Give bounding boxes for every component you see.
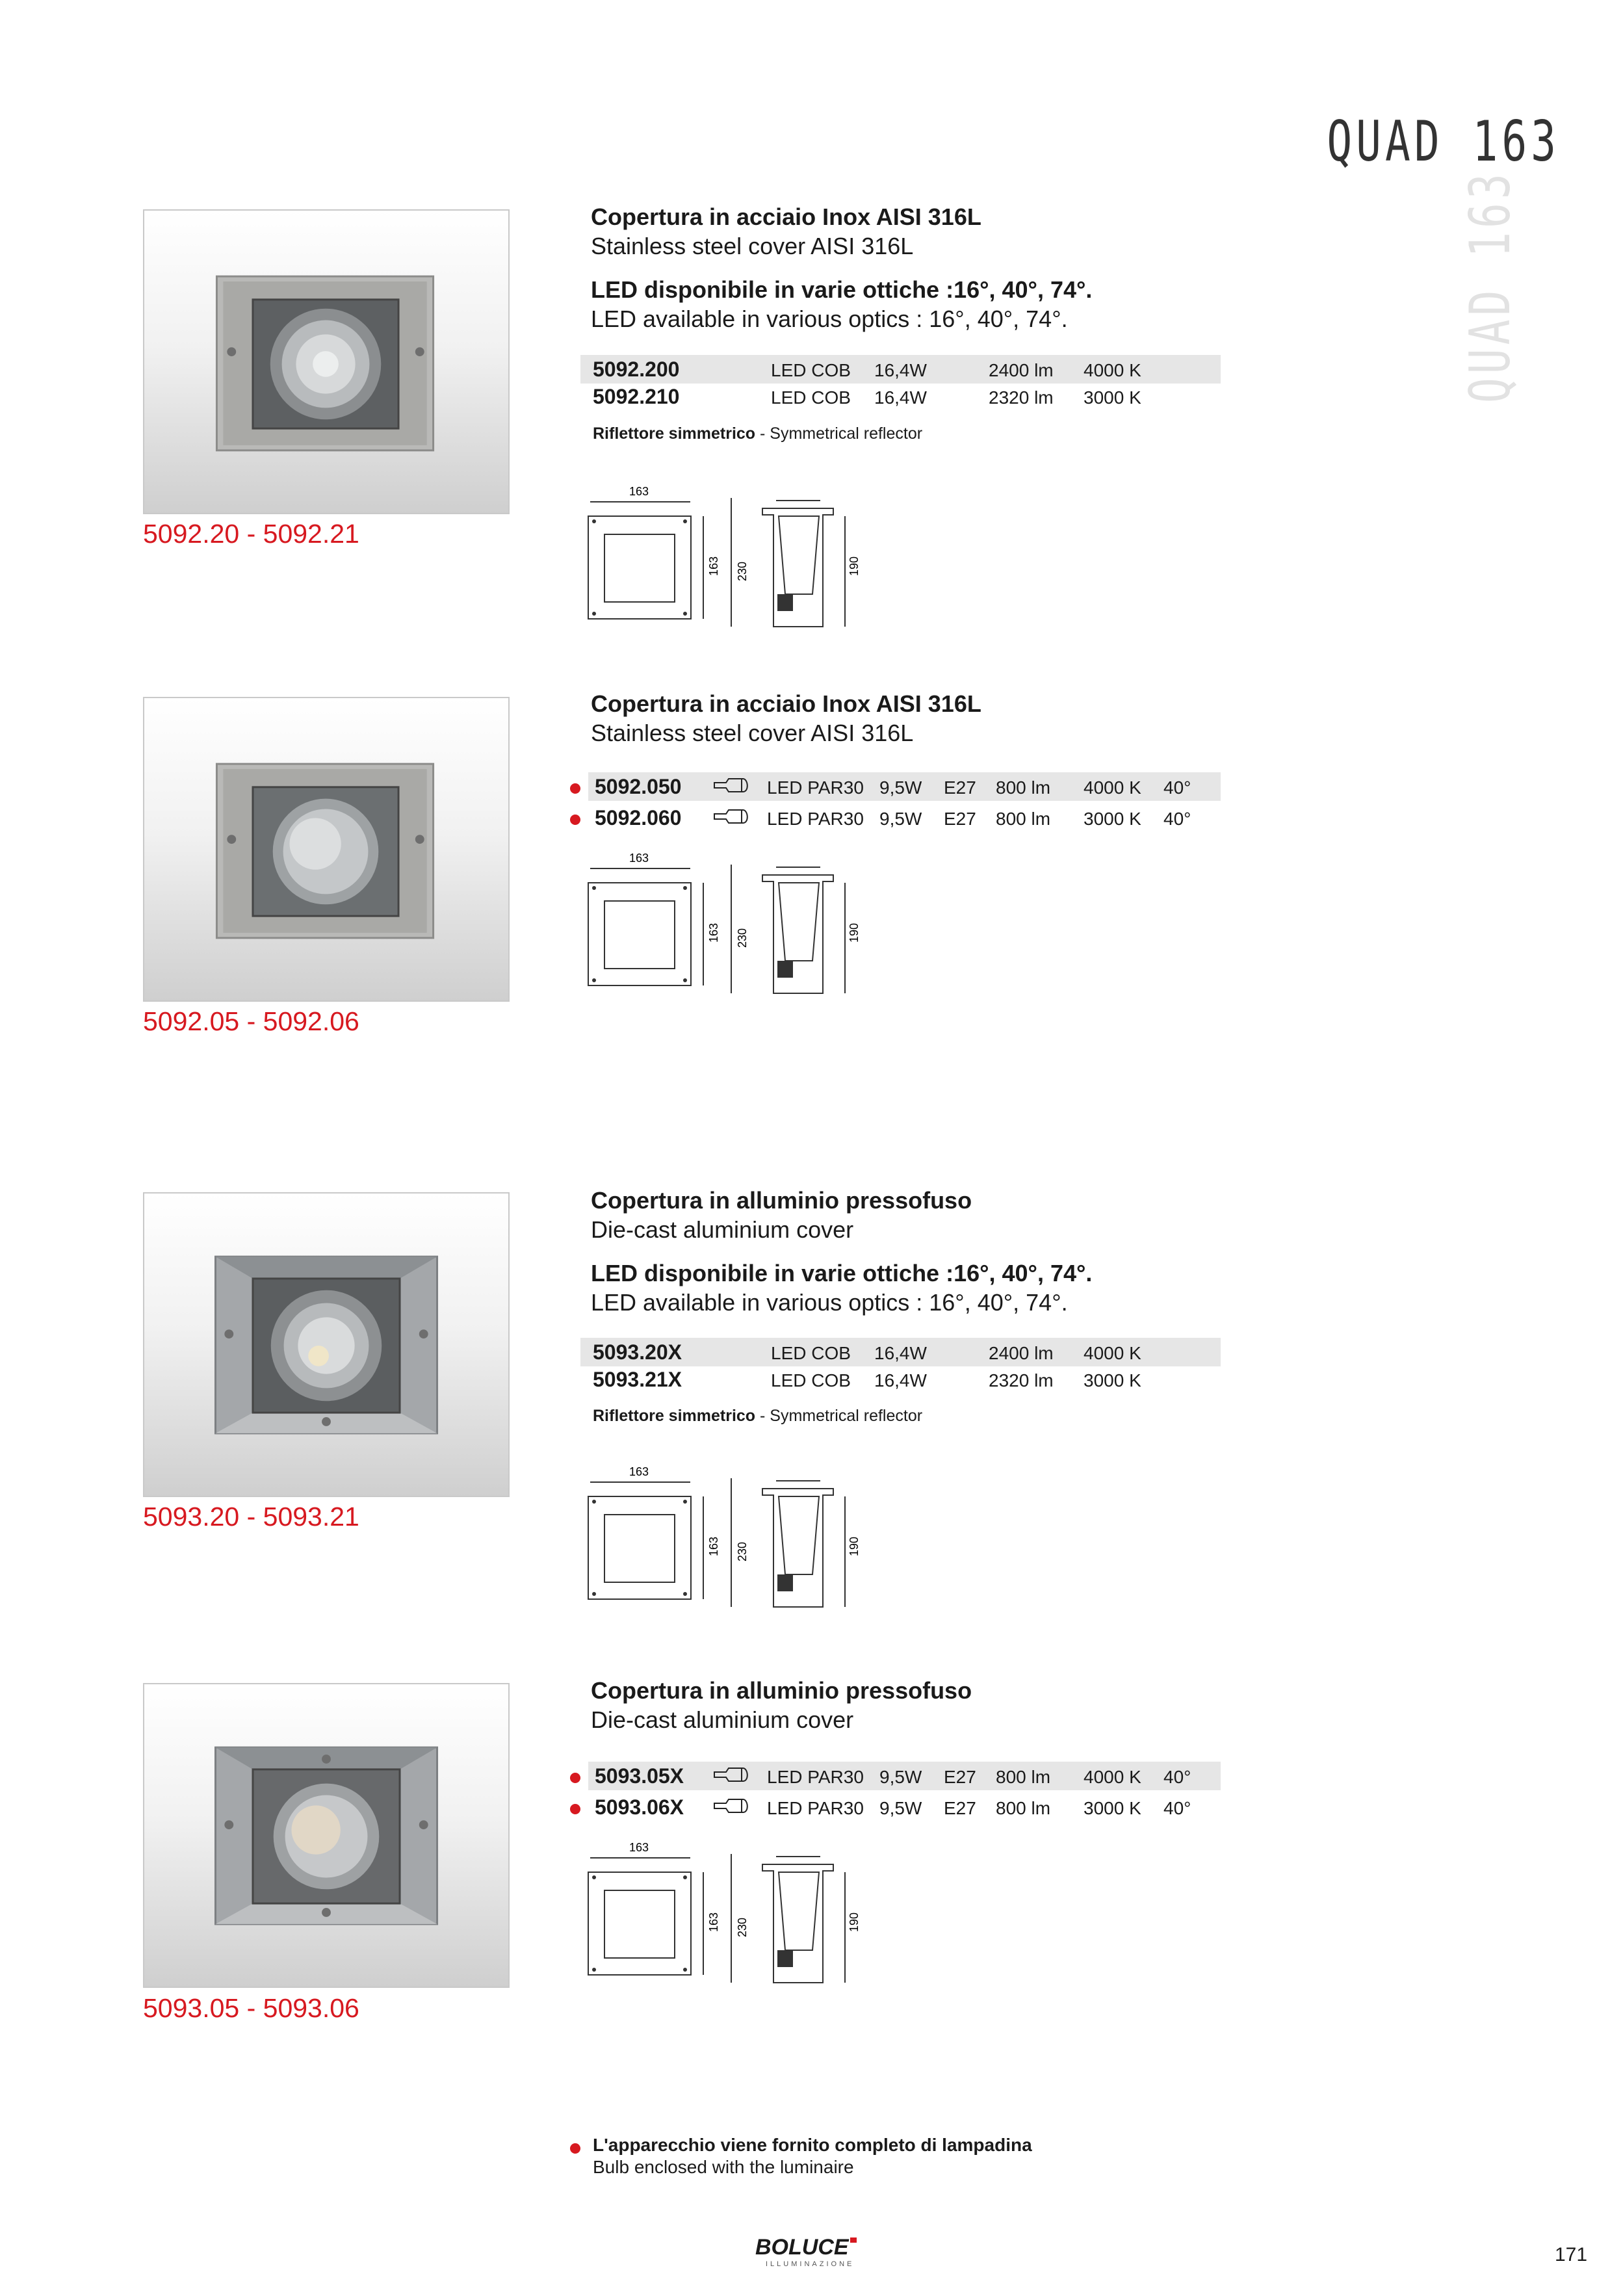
bulb-included-marker [570,2143,580,2154]
footer-note-en: Bulb enclosed with the luminaire [593,2157,854,2177]
reflector-note [593,424,922,443]
optics-heading-it: LED disponibile in varie ottiche :16°, 40°, 74°. [591,276,1093,303]
dim-height: 230 [736,928,749,948]
article-code: 5092.060 [595,806,682,829]
color-temp: 4000 K [1084,777,1141,798]
lamp-icon [713,775,751,800]
bulb-included-marker [570,815,580,825]
power: 9,5W [879,1767,922,1787]
color-temp: 3000 K [1084,809,1141,829]
lamp-icon [713,1764,751,1790]
lamp-type [767,1767,864,1788]
dim-body: 190 [848,556,861,576]
reflector-note [593,1407,922,1426]
dim-height: 230 [736,1917,749,1937]
boluce-logo [753,2232,876,2271]
dimension-drawing [578,1834,968,2003]
lumen: 2320 lm [989,387,1054,408]
par-label: PAR30 [807,777,864,798]
article-code: 5093.20X [593,1340,682,1364]
power: 9,5W [879,809,922,829]
inox-par-fixture-image [144,698,508,1000]
spec-row [580,382,1221,411]
power: 16,4W [874,1343,927,1363]
socket: E27 [944,1798,976,1818]
dim-depth: 163 [707,1912,720,1932]
source-type: LED COB [771,360,851,380]
par-label: PAR30 [807,809,864,829]
brand-tagline: ILLUMINAZIONE [766,2260,855,2268]
dim-depth: 163 [707,1536,720,1556]
power: 16,4W [874,360,927,380]
lumen: 800 lm [996,1767,1051,1787]
product-photo-5092-20 [143,209,510,514]
lamp-type [767,809,864,829]
dim-height: 230 [736,561,749,581]
color-temp: 4000 K [1084,360,1141,380]
dim-width: 163 [629,485,649,498]
bulb-included-marker [570,1804,580,1814]
family-title: QUAD 163 [1327,109,1560,174]
brand-name: BOLUCE [755,2235,849,2260]
note-separator: - [755,424,770,443]
aluminium-fixture-image [144,1194,508,1496]
beam-angle: 40° [1163,1767,1191,1787]
bulb-included-marker [570,1773,580,1783]
cover-heading-en: Die-cast aluminium cover [591,1706,854,1733]
product-code-label: 5093.20 - 5093.21 [143,1502,359,1532]
note-separator: - [755,1407,770,1425]
product-photo-5092-05 [143,697,510,1002]
article-code: 5093.21X [593,1368,682,1391]
optics-heading-it: LED disponibile in varie ottiche :16°, 40°, 74°. [591,1260,1093,1286]
dim-depth: 163 [707,556,720,576]
dim-body: 190 [848,1536,861,1556]
cover-heading-en: Die-cast aluminium cover [591,1216,854,1243]
cover-heading-it: Copertura in acciaio Inox AISI 316L [591,203,981,230]
socket: E27 [944,809,976,829]
socket: E27 [944,1767,976,1787]
led-label: LED [767,1767,803,1787]
reflector-note-en: Symmetrical reflector [770,1407,923,1425]
par-label: PAR30 [807,1798,864,1818]
spec-row [588,1762,1221,1790]
dimension-drawing [578,845,968,1014]
reflector-note-it: Riflettore simmetrico [593,1407,756,1425]
dimension-drawing [578,1459,968,1628]
product-code-label: 5092.05 - 5092.06 [143,1006,359,1036]
source-type: LED COB [771,387,851,408]
article-code: 5092.210 [593,385,680,408]
dimension-drawing [578,478,968,647]
lumen: 800 lm [996,809,1051,829]
family-title-vertical: QUAD 163 [1458,170,1523,403]
led-label: LED [767,1798,803,1818]
dim-width: 163 [629,1465,649,1478]
lumen: 800 lm [996,1798,1051,1818]
reflector-note-en: Symmetrical reflector [770,424,923,443]
source-type: LED COB [771,1343,851,1363]
article-code: 5093.06X [595,1795,684,1819]
dim-width: 163 [629,1841,649,1854]
article-code: 5092.050 [595,775,682,798]
color-temp: 4000 K [1084,1767,1141,1787]
page-number: 171 [1555,2244,1588,2265]
dim-body: 190 [848,922,861,943]
lamp-icon [713,1795,751,1821]
spec-row [580,355,1221,384]
product-code-label: 5093.05 - 5093.06 [143,1993,359,2023]
reflector-note-it: Riflettore simmetrico [593,424,756,443]
lumen: 800 lm [996,777,1051,798]
footer-note-it: L'apparecchio viene fornito completo di lampadina [593,2135,1032,2155]
beam-angle: 40° [1163,809,1191,829]
par-label: PAR30 [807,1767,864,1787]
inox-fixture-image [144,211,508,513]
power: 16,4W [874,1370,927,1390]
power: 9,5W [879,1798,922,1818]
lamp-icon [713,806,751,831]
beam-angle: 40° [1163,1798,1191,1818]
led-label: LED [767,809,803,829]
article-code: 5093.05X [595,1764,684,1788]
lumen: 2320 lm [989,1370,1054,1390]
dim-body: 190 [848,1912,861,1932]
product-photo-5093-05 [143,1683,510,1988]
cover-heading-it: Copertura in alluminio pressofuso [591,1677,972,1704]
bulb-included-marker [570,783,580,794]
color-temp: 3000 K [1084,1798,1141,1818]
power: 9,5W [879,777,922,798]
lumen: 2400 lm [989,360,1054,380]
power: 16,4W [874,387,927,408]
color-temp: 3000 K [1084,1370,1141,1390]
color-temp: 3000 K [1084,387,1141,408]
cover-heading-it: Copertura in alluminio pressofuso [591,1187,972,1214]
cover-heading-en: Stainless steel cover AISI 316L [591,233,914,259]
product-photo-5093-20 [143,1192,510,1497]
spec-row [580,1365,1221,1394]
cover-heading-en: Stainless steel cover AISI 316L [591,720,914,746]
lamp-type [767,777,864,798]
spec-row [580,1338,1221,1366]
aluminium-par-fixture-image [144,1684,508,1987]
dim-height: 230 [736,1541,749,1561]
lamp-type [767,1798,864,1819]
optics-heading-en: LED available in various optics : 16°, 40°, 74°. [591,306,1068,332]
product-code-label: 5092.20 - 5092.21 [143,519,359,549]
beam-angle: 40° [1163,777,1191,798]
socket: E27 [944,777,976,798]
spec-row [588,772,1221,801]
spec-row [588,803,1221,832]
led-label: LED [767,777,803,798]
lumen: 2400 lm [989,1343,1054,1363]
article-code: 5092.200 [593,358,680,381]
optics-heading-en: LED available in various optics : 16°, 40°, 74°. [591,1289,1068,1316]
source-type: LED COB [771,1370,851,1390]
spec-row [588,1793,1221,1821]
dim-width: 163 [629,852,649,865]
cover-heading-it: Copertura in acciaio Inox AISI 316L [591,690,981,717]
color-temp: 4000 K [1084,1343,1141,1363]
dim-depth: 163 [707,922,720,943]
